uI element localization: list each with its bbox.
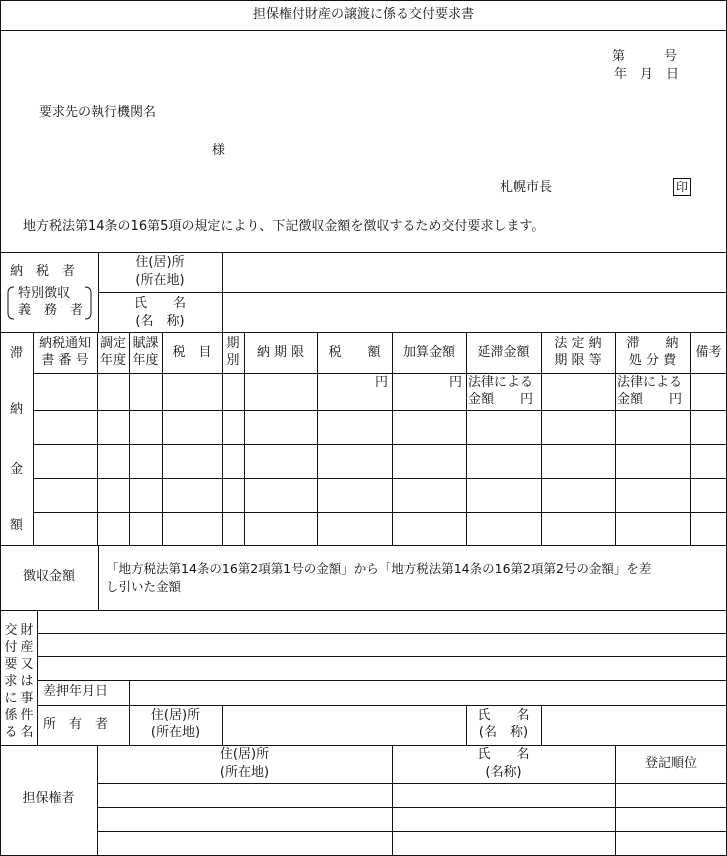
header-notice-number: 納税通知 — [38, 336, 91, 351]
owner-location-label: (所在地) — [150, 725, 201, 740]
registration-rank-label: 登記順位 — [644, 756, 697, 771]
header-additional-amount: 加算金額 — [402, 345, 455, 360]
owner-address-label: 住(居)所 — [150, 708, 201, 723]
obligor-label: 義 務 者 — [18, 303, 84, 318]
late-fee-note-2: 金額 円 — [468, 392, 534, 407]
property-vertical-label-2: 財 産 又 は 事 件 名 — [20, 623, 34, 740]
document-date-label: 年 月 日 — [614, 67, 680, 82]
arrears-char-3: 金 — [9, 462, 23, 477]
header-remarks: 備考 — [695, 345, 722, 360]
security-holder-label: 担保権者 — [22, 791, 75, 806]
honorific-label: 様 — [212, 143, 226, 158]
form-title: 担保権付財産の譲渡に係る交付要求書 — [252, 7, 474, 22]
document-number-label: 第 号 — [612, 49, 678, 64]
header-assessment-year: 調定 — [99, 336, 126, 351]
issuer-label: 札幌市長 — [500, 180, 553, 195]
header-period: 期 — [226, 336, 240, 351]
taxpayer-address-label: 住(居)所 — [135, 255, 185, 270]
security-address-label: 住(居)所 — [219, 747, 270, 762]
header-disposition-cost: 滞 納 — [626, 336, 679, 351]
property-vertical-label-1: 交 付 要 求 に 係 る — [4, 623, 18, 740]
header-statutory-due-2: 期 限 等 — [554, 353, 602, 368]
taxpayer-label: 納 税 者 — [10, 264, 76, 279]
header-due-date: 納 期 限 — [256, 345, 305, 360]
taxpayer-name-label: 氏 名 — [133, 296, 186, 311]
header-tax-amount: 税 額 — [328, 345, 381, 360]
header-levy-year: 賦課 — [132, 336, 159, 351]
header-notice-number-2: 書 番 号 — [41, 353, 89, 368]
taxpayer-location-label: (所在地) — [135, 273, 185, 288]
owner-corp-name-label: (名 称) — [478, 725, 529, 740]
recipient-label: 要求先の執行機関名 — [39, 105, 157, 120]
header-tax-item: 税 目 — [172, 345, 212, 360]
header-late-fee: 延滞金額 — [477, 345, 530, 360]
header-levy-year-2: 年度 — [132, 353, 159, 368]
owner-label: 所 有 者 — [43, 717, 109, 732]
header-assessment-year-2: 年度 — [99, 353, 126, 368]
seal-mark: 印 — [673, 178, 691, 196]
right-bracket — [85, 287, 91, 319]
special-collection-label: 特別徴収 — [18, 286, 71, 301]
header-period-2: 別 — [226, 353, 240, 368]
collection-amount-text-2: し引いた金額 — [106, 579, 182, 594]
security-name-label: 氏 名 — [477, 747, 530, 762]
header-disposition-cost-2: 処 分 費 — [628, 353, 677, 368]
header-statutory-due: 法 定 納 — [554, 336, 602, 351]
arrears-char-1: 滞 — [9, 346, 23, 361]
late-fee-note-1: 法律による — [468, 375, 534, 390]
arrears-char-4: 額 — [9, 518, 23, 533]
tax-amount-unit: 円 — [374, 375, 388, 390]
left-bracket — [8, 287, 14, 319]
collection-amount-label: 徴収金額 — [22, 569, 75, 584]
seizure-date-label: 差押年月日 — [43, 684, 109, 699]
security-corp-name-label: (名称) — [485, 765, 522, 780]
arrears-char-2: 納 — [9, 402, 23, 417]
owner-name-label: 氏 名 — [477, 708, 530, 723]
security-location-label: (所在地) — [219, 765, 270, 780]
legal-statement: 地方税法第14条の16第5項の規定により、下記徴収金額を徴収するため交付要求します。 — [23, 219, 545, 234]
disposition-cost-note-2: 金額 円 — [617, 392, 683, 407]
disposition-cost-note-1: 法律による — [617, 375, 683, 390]
additional-amount-unit: 円 — [448, 375, 462, 390]
taxpayer-corp-name-label: (名 称) — [135, 314, 185, 329]
collection-amount-text-1: 「地方税法第14条の16第2項第1号の金額」から「地方税法第14条の16第2項第2号の金額」を差 — [106, 561, 652, 576]
